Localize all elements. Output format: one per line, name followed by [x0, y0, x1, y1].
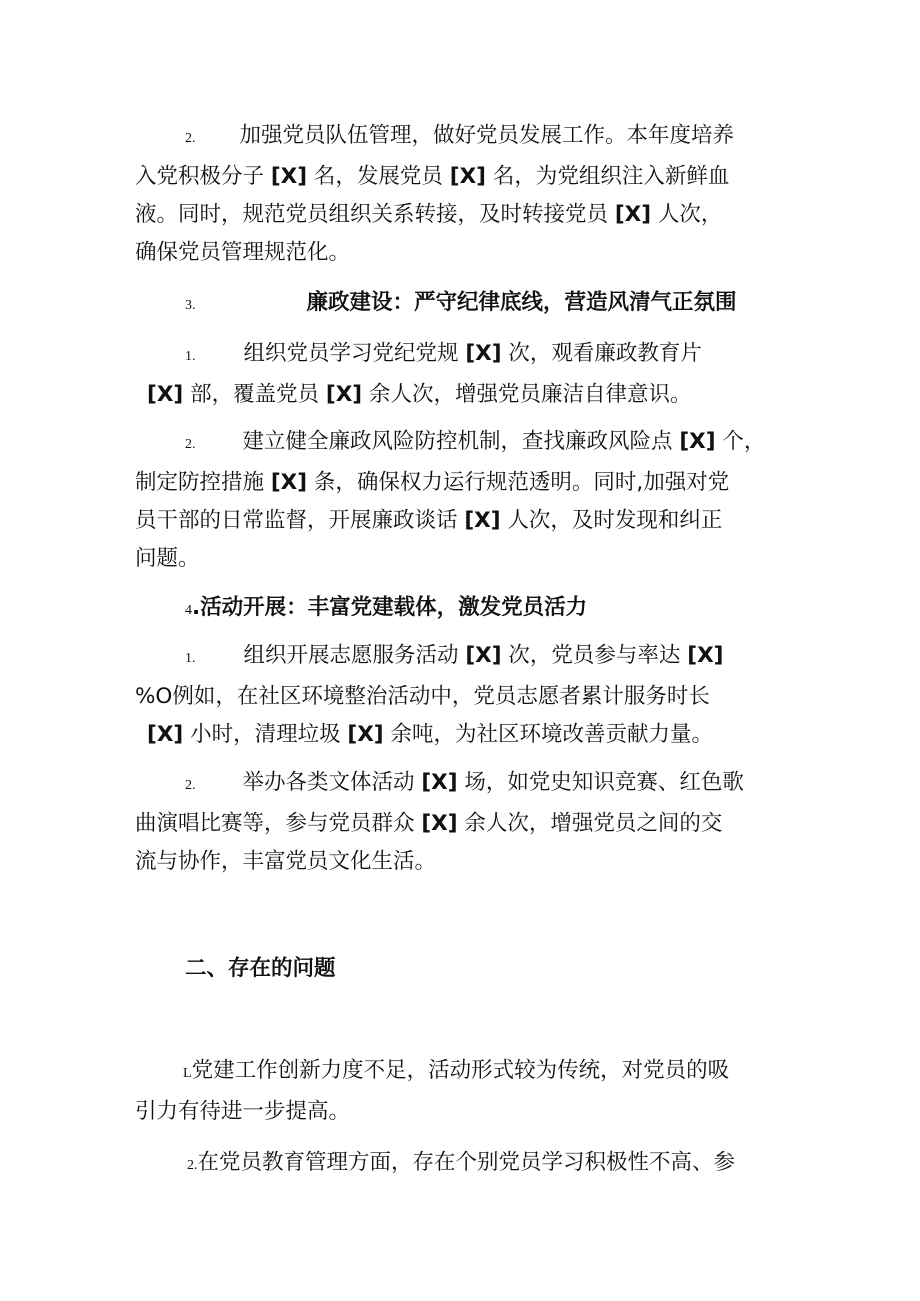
- paragraph-line: [135, 1096, 795, 1128]
- list-number: L: [183, 1066, 192, 1081]
- list-number: 2.: [187, 1158, 198, 1173]
- paragraph-party-member-management: [135, 120, 795, 269]
- paragraph-problem-2: [135, 1147, 795, 1182]
- list-number: 2.: [185, 131, 196, 146]
- paragraph-line: [135, 543, 795, 575]
- heading-title: 廉政建设：严守纪律底线，营造风清气正氛围: [306, 290, 737, 315]
- list-number: 2.: [185, 778, 196, 793]
- paragraph-line: [135, 199, 795, 231]
- text-line: 组织开展志愿服务活动 [X] 次，党员参与率达 [X]: [243, 643, 724, 668]
- paragraph-risk-control: [135, 426, 795, 575]
- paragraph-line: [135, 808, 795, 840]
- text-line: 在党员教育管理方面，存在个别党员学习积极性不高、参: [197, 1150, 736, 1175]
- text-line: 确保党员管理规范化。: [135, 240, 351, 265]
- text-line: [X] 部，覆盖党员 [X] 余人次，增强党员廉洁自律意识。: [147, 382, 692, 407]
- paragraph-line: [135, 161, 795, 193]
- paragraph-volunteer-service: [135, 640, 795, 751]
- paragraph-line: [135, 719, 795, 751]
- list-number: 2.: [185, 437, 196, 452]
- text-line: 制定防控措施 [X] 条，确保权力运行规范透明。同时,加强对党: [135, 470, 730, 495]
- paragraph-line: [135, 681, 795, 713]
- text-line: 党建工作创新力度不足，活动形式较为传统，对党员的吸: [191, 1058, 730, 1083]
- section-heading-integrity: [185, 287, 737, 322]
- text-line: 加强党员队伍管理，做好党员发展工作。本年度培养: [239, 123, 735, 148]
- text-line: 流与协作，丰富党员文化生活。: [135, 849, 437, 874]
- text-line: 入党积极分子 [X] 名，发展党员 [X] 名，为党组织注入新鲜血: [135, 164, 730, 189]
- paragraph-cultural-activities: [135, 767, 795, 878]
- paragraph-line: [135, 767, 795, 802]
- paragraph-study-discipline: [135, 338, 795, 411]
- paragraph-problem-1: [135, 1055, 795, 1128]
- text-line: 液。同时，规范党员组织关系转接，及时转接党员 [X] 人次，: [135, 202, 723, 227]
- heading-title: .活动开展：丰富党建载体，激发党员活力: [192, 595, 588, 620]
- paragraph-line: [135, 640, 795, 675]
- paragraph-line: [135, 379, 795, 411]
- paragraph-line: [135, 426, 795, 461]
- heading-number: 4: [185, 603, 192, 618]
- paragraph-line: [135, 237, 795, 269]
- heading-number: 3.: [185, 298, 196, 313]
- list-number: 1.: [185, 349, 196, 364]
- paragraph-line: [135, 467, 795, 499]
- heading-title: 二、存在的问题: [185, 956, 336, 981]
- paragraph-line: [135, 338, 795, 373]
- text-line: 员干部的日常监督，开展廉政谈话 [X] 人次，及时发现和纠正: [135, 508, 723, 533]
- text-line: 组织党员学习党纪党规 [X] 次，观看廉政教育片: [243, 341, 702, 366]
- section-heading-activities: [185, 592, 587, 627]
- list-number: 1.: [185, 651, 196, 666]
- text-line: %O例如，在社区环境整治活动中，党员志愿者累计服务时长: [135, 684, 710, 709]
- paragraph-line: [135, 120, 795, 155]
- paragraph-line: [135, 505, 795, 537]
- text-line: 问题。: [135, 546, 200, 571]
- paragraph-line: [135, 1147, 795, 1182]
- section-heading-problems: [185, 953, 336, 985]
- text-line: 曲演唱比赛等，参与党员群众 [X] 余人次，增强党员之间的交: [135, 811, 723, 836]
- paragraph-line: [135, 1055, 795, 1090]
- paragraph-line: [135, 846, 795, 878]
- text-line: 建立健全廉政风险防控机制，查找廉政风险点 [X] 个，: [242, 429, 766, 454]
- text-line: 举办各类文体活动 [X] 场，如党史知识竞赛、红色歌: [242, 770, 744, 795]
- text-line: [X] 小时，清理垃圾 [X] 余吨，为社区环境改善贡献力量。: [147, 722, 713, 747]
- text-line: 引力有待进一步提高。: [135, 1099, 351, 1124]
